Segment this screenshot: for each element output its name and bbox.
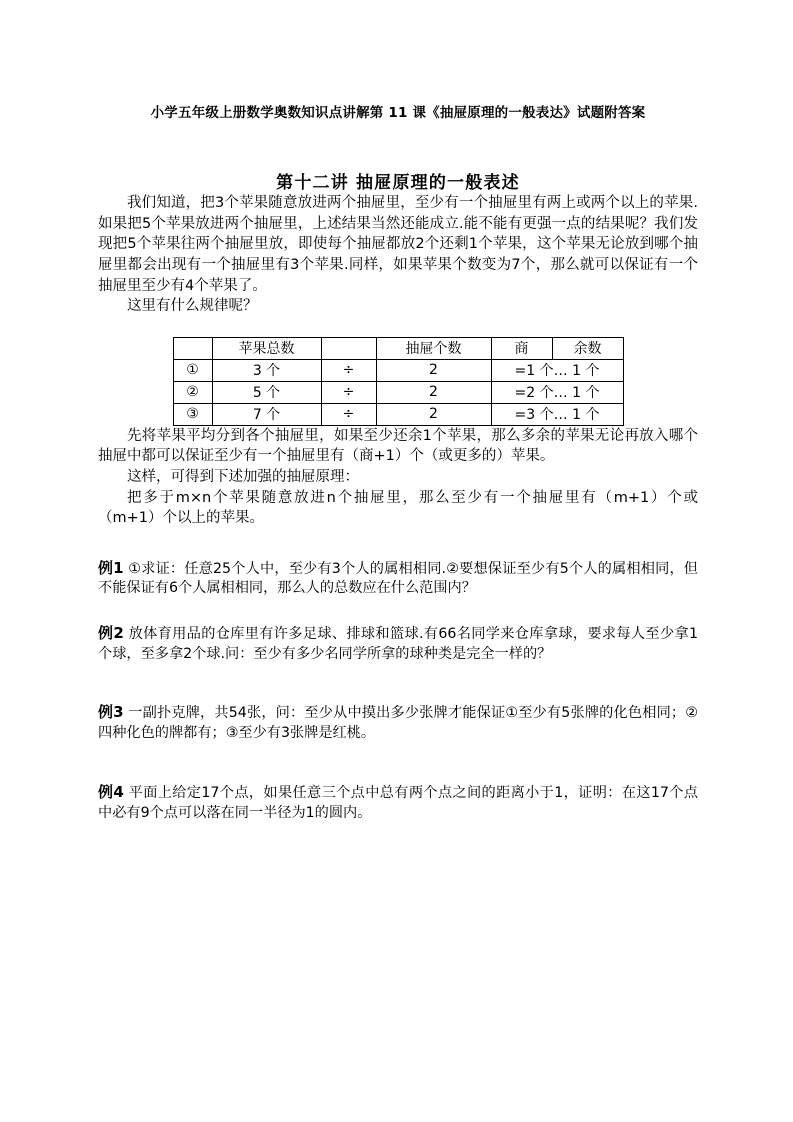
example-1-label: 例1 [98, 558, 124, 577]
paragraph-principle: 把多于m×n个苹果随意放进n个抽屉里，那么至少有一个抽屉里有（m+1）个或（m+1）个以上的苹果。 [98, 489, 698, 527]
table-cell-drawers: 2 [376, 359, 491, 381]
table-header-index [173, 337, 212, 359]
table-cell-total: 5 个 [212, 381, 321, 403]
table-cell-drawers: 2 [376, 403, 491, 425]
example-3-text: 一副扑克牌，共54张，问：至少从中摸出多少张牌才能保证①至少有5张牌的化色相同；②四种化色的牌都有；③至少有3张牌是红桃。 [98, 705, 699, 741]
table-cell-result: =2 个… 1 个 [491, 381, 623, 403]
page-title: 第十二讲 抽屉原理的一般表述 [276, 173, 520, 194]
example-4-text: 平面上给定17个点，如果任意三个点中总有两个点之间的距离小于1，证明：在这17个点中必有9个点可以落在同一半径为1的圆内。 [98, 785, 698, 821]
example-2 [98, 624, 698, 664]
table-row [173, 381, 623, 403]
rule-table [173, 337, 624, 426]
table-row [173, 359, 623, 381]
table-header-operator [321, 337, 376, 359]
example-4 [98, 783, 698, 823]
table-cell-index: ② [173, 381, 212, 403]
example-1 [98, 559, 698, 599]
paragraph-intro: 我们知道，把3个苹果随意放进两个抽屉里，至少有一个抽屉里有两上或两个以上的苹果.如果把5个苹果放进两个抽屉里，上述结果当然还能成立.能不能有更强一点的结果呢？我们发现把5个苹果往两个抽屉里放，即使每个抽屉都放2个还剩1个苹果，这个苹果无论放到哪个抽屉里都会出现有一个抽屉里有3个苹果.同样，如果苹果个数变为7个，那么就可以保证有一个抽屉里至少有4个苹果了。 [98, 195, 698, 294]
example-4-label: 例4 [98, 783, 124, 802]
paragraph-after-table: 先将苹果平均分到各个抽屉里，如果至少还余1个苹果，那么多余的苹果无论再放入哪个抽屉中都可以保证至少有一个抽屉里有（商+1）个（或更多的）苹果。 [98, 427, 698, 465]
table-cell-drawers: 2 [376, 381, 491, 403]
table-cell-index: ① [173, 359, 212, 381]
rule-table-wrapper [98, 337, 698, 426]
paragraph-question: 这里有什么规律呢？ [127, 298, 258, 315]
table-header-drawers: 抽屉个数 [376, 337, 491, 359]
table-header-quotient: 商 [491, 337, 552, 359]
table-header-row [173, 337, 623, 359]
example-2-text: 放体育用品的仓库里有许多足球、排球和篮球.有66名同学来仓库拿球，要求每人至少拿1个球，至多拿2个球.问：至少有多少名同学所拿的球种类是完全一样的？ [98, 625, 699, 662]
page-content [98, 0, 698, 824]
example-1-text: ①求证：任意25个人中，至少有3个人的属相相同.②要想保证至少有5个人的属相相同，但不能保证有6个人属相相同，那么人的总数应在什么范围内？ [98, 560, 698, 597]
table-cell-index: ③ [173, 403, 212, 425]
example-3 [98, 703, 698, 743]
table-cell-operator: ÷ [321, 381, 376, 403]
table-header-total: 苹果总数 [212, 337, 321, 359]
table-cell-operator: ÷ [321, 359, 376, 381]
document-header: 小学五年级上册数学奥数知识点讲解第 11 课《抽屉原理的一般表达》试题附答案 [150, 105, 646, 121]
table-cell-total: 7 个 [212, 403, 321, 425]
example-2-label: 例2 [98, 623, 124, 642]
table-cell-result: =1 个… 1 个 [491, 359, 623, 381]
table-row [173, 403, 623, 425]
paragraph-lead-in: 这样，可得到下述加强的抽屉原理： [127, 469, 359, 485]
example-3-label: 例3 [98, 703, 124, 722]
table-cell-operator: ÷ [321, 403, 376, 425]
table-cell-total: 3 个 [212, 359, 321, 381]
table-header-remainder: 余数 [552, 337, 623, 359]
table-cell-result: =3 个… 1 个 [491, 403, 623, 425]
